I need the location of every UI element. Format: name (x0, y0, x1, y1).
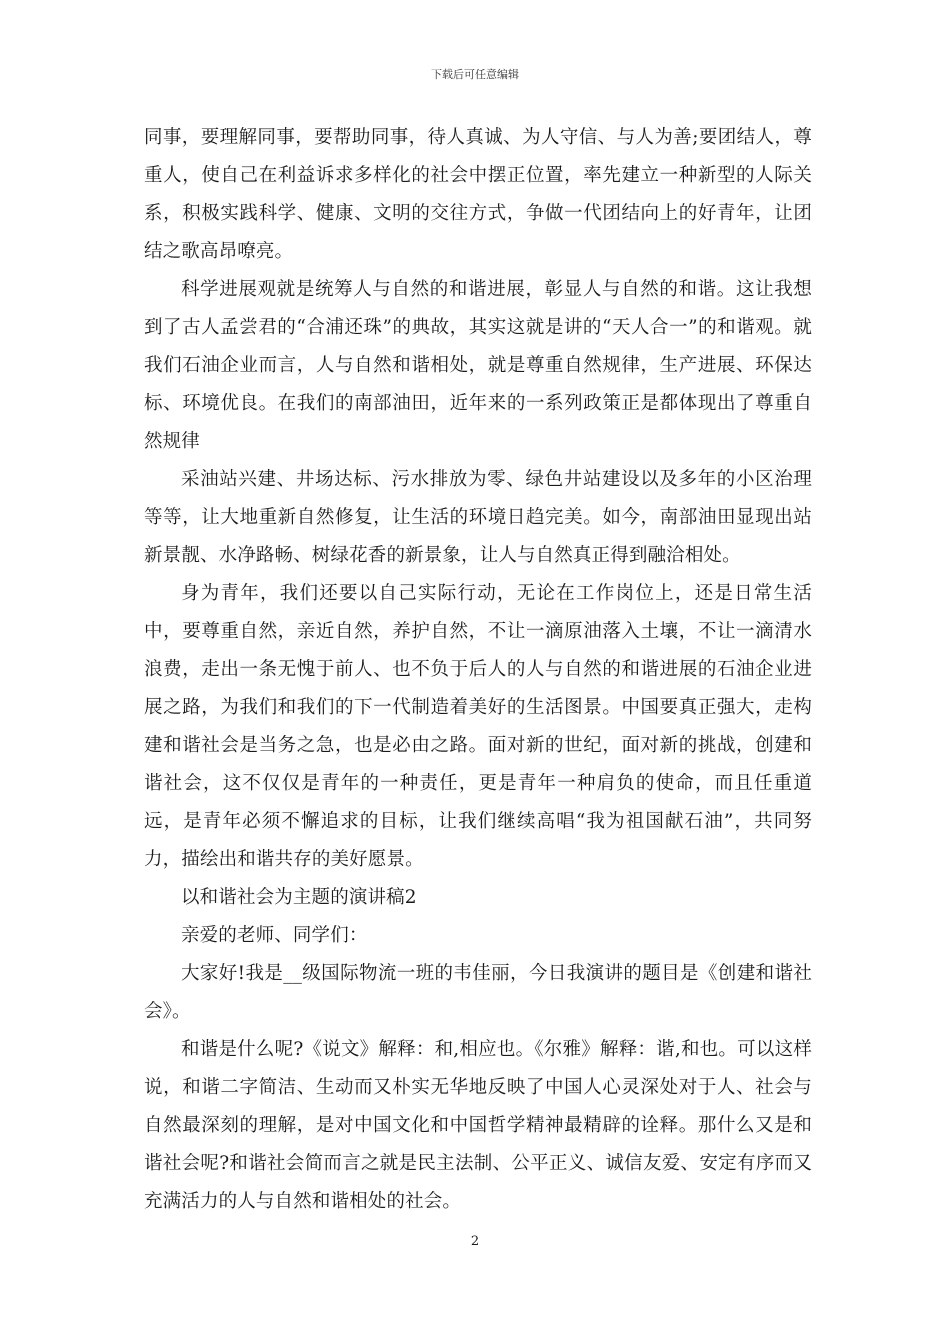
paragraph: 采油站兴建、井场达标、污水排放为零、绿色井站建设以及多年的小区治理等等，让大地重新自然修复，让生活的环境日趋完美。如今，南部油田显现出站新景靓、水净路畅、树绿花香的新景象，让人与自然真正得到融洽相处。 (144, 469, 812, 566)
document-body (144, 119, 812, 1221)
page-number: 2 (470, 1234, 480, 1249)
section-title: 以和谐社会为主题的演讲稿2 (181, 887, 417, 908)
paragraph: 科学进展观就是统筹人与自然的和谐进展，彰显人与自然的和谐。这让我想到了古人孟尝君的“合浦还珠”的典故，其实这就是讲的“天人合一”的和谐观。就我们石油企业而言，人与自然和谐相处，就是尊重自然规律，生产进展、环保达标、环境优良。在我们的南部油田，近年来的一系列政策正是都体现出了尊重自然规律 (144, 279, 812, 452)
paragraph-continuation: 同事，要理解同事，要帮助同事，待人真诚、为人守信、与人为善;要团结人，尊重人，使自己在利益诉求多样化的社会中摆正位置，率先建立一种新型的人际关系，积极实践科学、健康、文明的交往方式，争做一代团结向上的好青年，让团结之歌高昂嘹亮。 (144, 127, 812, 262)
paragraph: 和谐是什么呢?《说文》解释：和,相应也。《尔雅》解释：谐,和也。可以这样说，和谐二字简洁、生动而又朴实无华地反映了中国人心灵深处对于人、社会与自然最深刻的理解，是对中国文化和中国哲学精神最精辟的诠释。那什么又是和谐社会呢?和谐社会简而言之就是民主法制、公平正义、诚信友爱、安定有序而又充满活力的人与自然和谐相处的社会。 (144, 1039, 812, 1212)
paragraph: 身为青年，我们还要以自己实际行动，无论在工作岗位上，还是日常生活中，要尊重自然，亲近自然，养护自然，不让一滴原油落入土壤，不让一滴清水浪费，走出一条无愧于前人、也不负于后人的人与自然的和谐进展的石油企业进展之路，为我们和我们的下一代制造着美好的生活图景。中国要真正强大，走构建和谐社会是当务之急，也是必由之路。面对新的世纪，面对新的挑战，创建和谐社会，这不仅仅是青年的一种责任，更是青年一种肩负的使命，而且任重道远，是青年必须不懈追求的目标，让我们继续高唱“我为祖国献石油”，共同努力，描绘出和谐共存的美好愿景。 (144, 583, 812, 870)
salutation: 亲爱的老师、同学们： (181, 925, 368, 946)
page-header: 下载后可任意编辑 (431, 68, 519, 81)
paragraph: 大家好!我是__级国际物流一班的韦佳丽，今日我演讲的题目是《创建和谐社会》。 (144, 963, 812, 1022)
